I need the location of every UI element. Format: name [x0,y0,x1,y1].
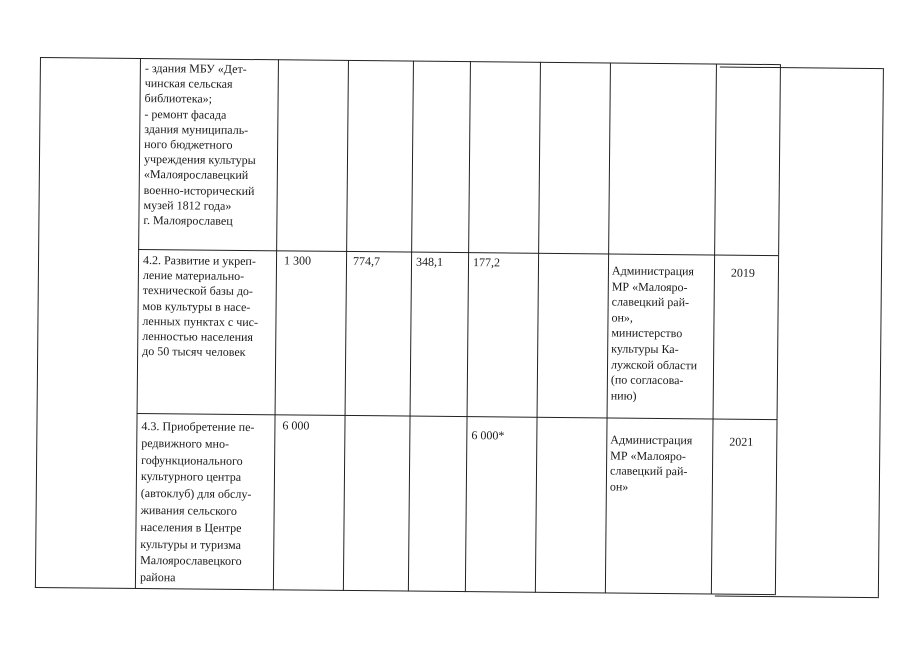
executor-cell: Администрация МР «Малояро- славецкий рай- он», министерство культуры Ка- лужской области (по согласова- нию) [610,263,698,403]
activity-cell: 4.3. Приобретение пе- редвижного мно- гофункционального культурного центра (автоклуб) для обслу- живания сельского населения в Центре культуры и туризма Малоярославецкого района [139,418,255,585]
col-border-7 [605,62,611,593]
outer-column-top [720,67,883,70]
col-border-3 [343,60,349,591]
outer-column-right [878,68,884,598]
outer-column-bottom [715,596,878,599]
table-bottom-border [35,587,775,595]
amount-col-3: 6 000* [471,428,505,443]
amount-col-3: 177,2 [472,255,501,270]
col-border-4 [408,61,414,592]
col-border-6 [535,62,541,593]
total-amount: 6 000 [282,418,310,433]
year-cell: 2021 [729,434,754,449]
year-cell: 2019 [730,265,756,280]
total-amount: 1 300 [283,253,312,268]
activity-cell: 4.2. Развитие и укреп- ление материально- технической базы до- мов культуры в насе- ленных пунктах с чис- ленностью населения до 50 тысяч человек [142,252,259,360]
executor-cell: Администрация МР «Малояро- славецкий рай- он» [609,432,693,494]
col-border-0 [35,57,41,588]
amount-col-2: 348,1 [415,254,444,269]
col-border-5 [465,61,471,592]
activity-cell: - здания МБУ «Дет- чинская сельская библиотека»; - ремонт фасада здания муниципаль- ного бюджетного учреждения культуры «Малоярославецкий военно-исторический музей 1812 года» г. Малоярославец [143,61,256,228]
col-border-9 [775,64,781,595]
amount-col-1: 774,7 [352,254,381,269]
